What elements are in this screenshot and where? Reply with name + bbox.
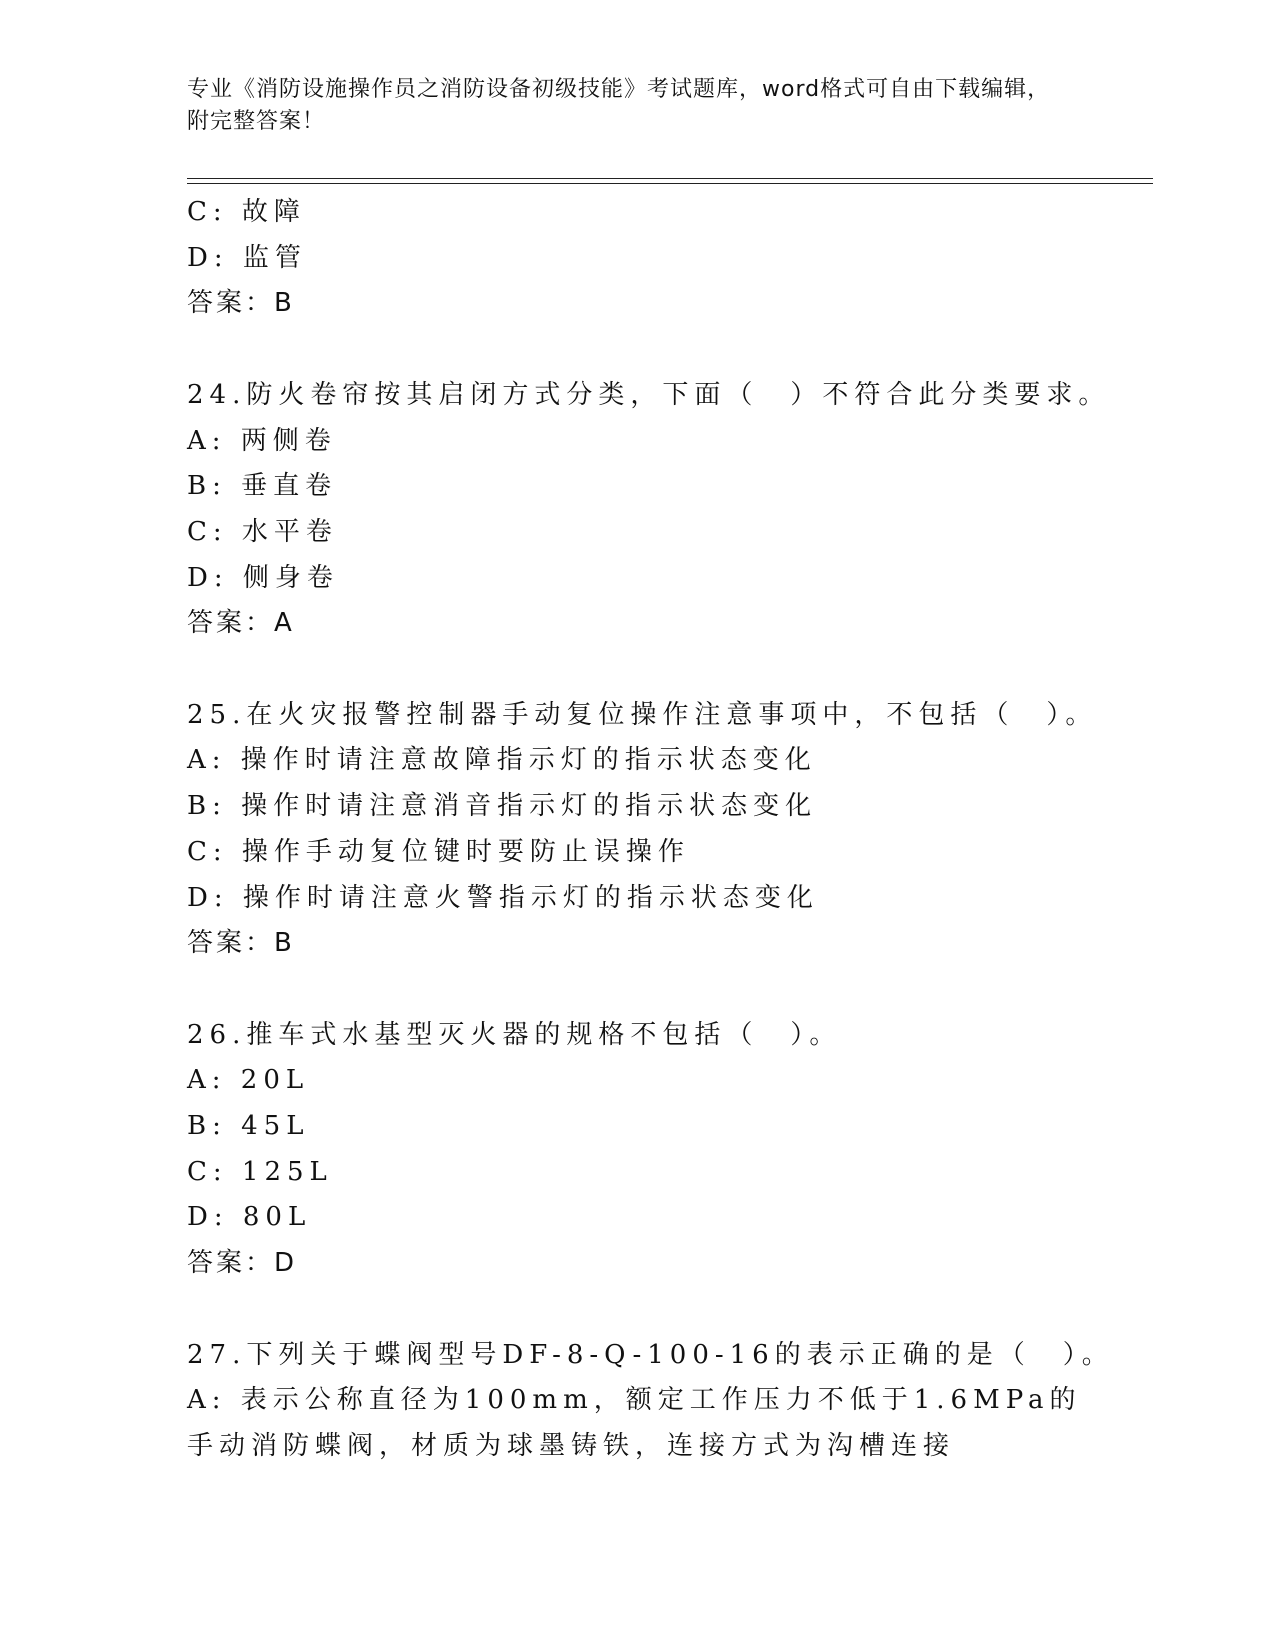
question-text: 25.在火灾报警控制器手动复位操作注意事项中，不包括（ ）。 [187, 699, 1098, 730]
option-a: A: 操作时请注意故障指示灯的指示状态变化 [187, 745, 817, 776]
option-b: B: 操作时请注意消音指示灯的指示状态变化 [187, 791, 818, 822]
question-block-23 [187, 190, 1127, 327]
document-header: 专业《消防设施操作员之消防设备初级技能》考试题库，word格式可自由下载编辑，附完整答案！ [187, 77, 1051, 134]
option-d: D: 侧身卷 [187, 562, 339, 593]
answer-text: 答案：D [187, 1248, 298, 1279]
option-a: A: 20L [187, 1065, 310, 1096]
question-text: 26.推车式水基型灭火器的规格不包括（ ）。 [187, 1019, 842, 1050]
spacer [187, 967, 1127, 1013]
question-list [187, 190, 1127, 1470]
question-block-27 [187, 1333, 1127, 1470]
header-divider-bottom [187, 183, 1153, 184]
option-d: D: 操作时请注意火警指示灯的指示状态变化 [187, 882, 819, 913]
option-c: C: 故障 [187, 197, 306, 227]
option-b: B: 45L [187, 1111, 310, 1142]
option-a: A: 表示公称直径为100mm，额定工作压力不低于1.6MPa的手动消防蝶阀，材质为球墨铸铁，连接方式为沟槽连接 [187, 1385, 1082, 1461]
option-a: A: 两侧卷 [187, 425, 337, 456]
spacer [187, 327, 1127, 373]
question-block-25 [187, 693, 1127, 967]
option-c: C: 操作手动复位键时要防止误操作 [187, 836, 690, 867]
answer-text: 答案：B [187, 928, 295, 959]
spacer [187, 1287, 1127, 1333]
option-b: B: 垂直卷 [187, 471, 338, 502]
question-block-24 [187, 373, 1127, 647]
header-divider-top [187, 178, 1153, 179]
option-c: C: 125L [187, 1156, 333, 1187]
option-d: D: 80L [187, 1202, 312, 1233]
question-block-26 [187, 1013, 1127, 1287]
spacer [187, 647, 1127, 693]
question-text: 24.防火卷帘按其启闭方式分类，下面（ ）不符合此分类要求。 [187, 379, 1111, 410]
answer-text: 答案：A [187, 608, 295, 639]
question-text: 27.下列关于蝶阀型号DF-8-Q-100-16的表示正确的是（ ）。 [187, 1339, 1114, 1370]
answer-text: 答案：B [187, 288, 295, 319]
option-c: C: 水平卷 [187, 516, 338, 547]
option-d: D: 监管 [187, 242, 307, 273]
